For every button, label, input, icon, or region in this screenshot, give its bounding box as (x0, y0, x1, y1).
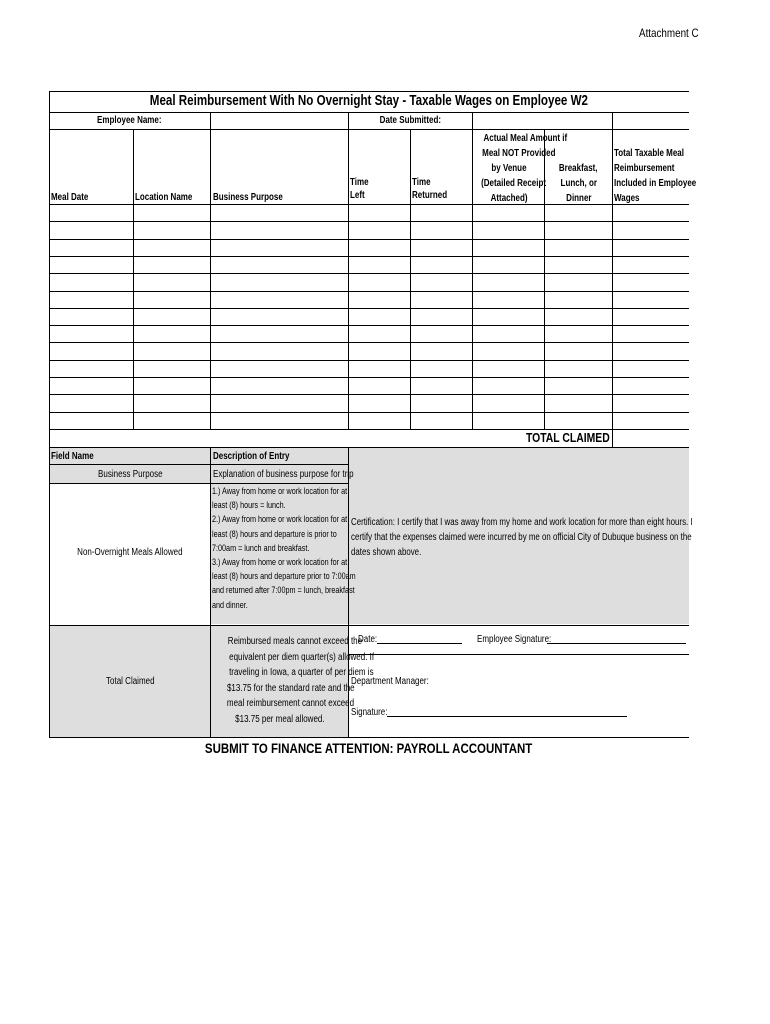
table-row (49, 360, 689, 361)
col-line (544, 129, 545, 429)
table-row (49, 394, 689, 395)
meal-entry-grid (49, 204, 689, 429)
info-row-line (49, 625, 689, 626)
total-claimed-value[interactable] (613, 430, 689, 447)
col-line (472, 129, 473, 429)
submit-note: SUBMIT TO FINANCE ATTENTION: PAYROLL ACCOUNTANT (205, 740, 533, 756)
col-meal-date: Meal Date (51, 192, 89, 203)
signature-row-line (348, 654, 689, 655)
form-title (49, 91, 689, 111)
header-col-line (612, 112, 613, 130)
col-meal-type: Breakfast, Lunch, or Dinner (559, 163, 598, 204)
col-time-returned: Time Returned (412, 177, 448, 201)
description-header: Description of Entry (213, 451, 290, 462)
non-overnight-field: Non-Overnight Meals Allowed (77, 547, 183, 558)
total-claimed-desc: Reimbursed meals cannot exceed the equivalent per diem quarter(s) allowed. If traveling in Iowa, a quarter of per diem is $13.75 for the standard rate and the meal reimbursement cannot exceed $13.75 per meal allowed. (226, 636, 375, 725)
date-submitted-label: Date Submitted: (379, 115, 442, 126)
col-total-taxable: Total Taxable Meal Reimbursement Included in Employee Wages (614, 148, 697, 204)
date-submitted-field[interactable] (473, 113, 612, 129)
employee-name-label: Employee Name: (97, 115, 162, 126)
attachment-label: Attachment C (639, 26, 699, 40)
non-overnight-desc: 1.) Away from home or work location for at least (8) hours = lunch. 2.) Away from home or work location for at least (8) hours and departure is prior to 7:00am = lunch and breakfast. 3.) Away from home or work location for at least (8) hours and departure prior to 7:00am and returned after 7:00pm = lunch, breakfast and dinner. (212, 486, 356, 611)
business-purpose-field: Business Purpose (97, 469, 163, 480)
employee-signature-label: Employee Signature: (477, 634, 552, 645)
employee-signature-line[interactable] (547, 643, 686, 644)
date-label: Date: (358, 634, 378, 645)
header-col-line (348, 112, 349, 130)
header-col-line (472, 112, 473, 130)
total-claimed-field: Total Claimed (105, 676, 155, 687)
header-bottom-divider (49, 129, 689, 130)
table-row (49, 342, 689, 343)
employee-name-field[interactable] (211, 113, 348, 129)
certification-text: Certification: I certify that I was away from my home and work location for more than eight hours. I certify that the expenses claimed were incurred by me on official City of Dubuque business on the dates shown above. (351, 517, 693, 558)
business-purpose-desc: Explanation of business purpose for trip (213, 469, 354, 480)
table-row (49, 221, 689, 222)
date-line[interactable] (377, 643, 462, 644)
table-row (49, 239, 689, 240)
col-line (612, 129, 613, 447)
manager-signature-line[interactable] (387, 716, 627, 717)
header-col-line (210, 112, 211, 130)
form-bottom-border (49, 737, 689, 738)
col-line (210, 129, 211, 429)
department-manager-label: Department Manager: (351, 676, 429, 687)
table-row (49, 325, 689, 326)
table-row (49, 377, 689, 378)
total-claimed-label: TOTAL CLAIMED (526, 430, 610, 445)
info-row-line (49, 483, 349, 484)
table-row (49, 308, 689, 309)
col-actual-meal-amount: Actual Meal Amount if Meal NOT Provided by Venue (Detailed Receipt Attached) (481, 133, 568, 204)
form-title-text: Meal Reimbursement With No Overnight Stay - Taxable Wages on Employee W2 (149, 93, 589, 109)
col-time-left: Time Left (350, 177, 369, 201)
col-line (133, 129, 134, 429)
col-location-name: Location Name (135, 192, 193, 203)
info-row-line (49, 464, 349, 465)
table-row (49, 291, 689, 292)
table-row (49, 256, 689, 257)
col-line (410, 129, 411, 429)
signature-label: Signature: (351, 707, 388, 718)
col-business-purpose: Business Purpose (213, 192, 283, 203)
col-line (348, 129, 349, 429)
table-row (49, 412, 689, 413)
table-row (49, 273, 689, 274)
field-name-header: Field Name (51, 451, 94, 462)
